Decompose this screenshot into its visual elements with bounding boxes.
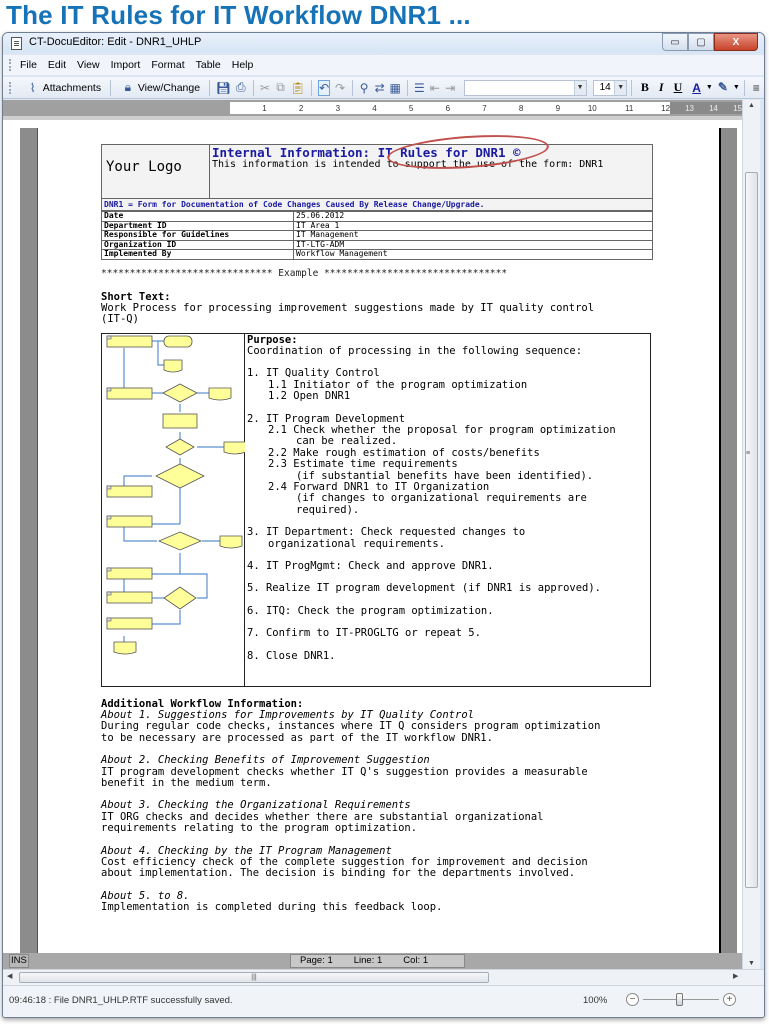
substep: 2.4 Forward DNR1 to IT Organization	[268, 480, 490, 493]
substep: 2.1 Check whether the proposal for program optimization	[268, 423, 616, 436]
scroll-up-icon[interactable]: ▲	[748, 102, 755, 109]
italic-button[interactable]: I	[658, 80, 664, 94]
purpose-intro: Coordination of processing in the following sequence:	[247, 344, 583, 357]
zoom-slider-thumb[interactable]	[676, 993, 683, 1006]
bullet-list-icon[interactable]: ☰	[413, 80, 425, 95]
increase-indent-icon[interactable]: ⇥	[445, 80, 456, 95]
ruler-tick: 12	[661, 103, 671, 113]
paperclip-icon: ⌇	[29, 80, 36, 95]
document-area[interactable]	[3, 120, 742, 953]
menu-bar	[3, 55, 764, 75]
chevron-down-icon[interactable]: ▼	[614, 81, 626, 95]
horizontal-scroll-thumb[interactable]: |||	[19, 972, 489, 983]
ruler-tick: 5	[408, 103, 414, 113]
status-message: 09:46:18 : File DNR1_UHLP.RTF successfully saved.	[9, 995, 233, 1006]
title-bar	[3, 33, 764, 53]
chevron-down-icon[interactable]: ▼	[705, 84, 713, 91]
vertical-scroll-thumb[interactable]	[745, 172, 758, 888]
about-title: About 5. to 8.	[101, 889, 190, 902]
editor-status-bar	[3, 953, 742, 969]
toolbar-grip[interactable]	[9, 82, 12, 94]
step: 1. IT Quality Control	[247, 367, 380, 380]
find-icon[interactable]: ⚲	[359, 80, 369, 95]
document-icon	[11, 37, 22, 50]
about-title: About 2. Checking Benefits of Improvement Suggestion	[101, 754, 430, 767]
lock-icon: 🔒︎	[124, 80, 131, 94]
flowchart-diagram	[102, 334, 245, 686]
close-button[interactable]: X	[714, 33, 758, 51]
font-color-button[interactable]: A	[692, 80, 701, 95]
step: 8. Close DNR1.	[247, 649, 336, 662]
font-name-select[interactable]	[464, 80, 587, 96]
row-label: Responsible for Guidelines	[102, 231, 294, 241]
purpose-section	[245, 334, 650, 686]
form-data-table	[101, 211, 653, 260]
menu-format[interactable]: Format	[151, 59, 185, 71]
additional-title: Additional Workflow Information:	[101, 697, 304, 710]
toolbar-separator	[110, 80, 111, 96]
toolbar-separator	[407, 80, 408, 96]
zoom-level: 100%	[583, 995, 608, 1006]
attachments-label: Attachments	[42, 81, 102, 94]
ruler-tick: 13	[685, 103, 694, 113]
scroll-grip-icon: ≡	[746, 450, 751, 457]
ruler-tick: 1	[262, 103, 267, 113]
row-value: IT Management	[294, 231, 653, 241]
print-icon[interactable]: ⎙	[235, 80, 246, 94]
save-icon[interactable]: 💾︎	[215, 80, 232, 95]
document-page[interactable]	[101, 144, 661, 914]
application-status-bar	[3, 985, 764, 1017]
ruler	[3, 100, 742, 120]
ruler-tick: 10	[587, 103, 597, 113]
substep: 1.1 Initiator of the program optimization	[268, 378, 528, 391]
ruler-margin-area	[670, 102, 742, 114]
page-headline: The IT Rules for IT Workflow DNR1 ...	[6, 0, 471, 30]
example-divider: ****************************** Example ********************************	[101, 267, 508, 279]
ruler-tick: 8	[518, 103, 524, 113]
substep-cont: (if changes to organizational requirements are	[296, 492, 587, 505]
about-text: IT ORG checks and decides whether there are substantial organizational	[101, 810, 544, 823]
ruler-tick: 6	[445, 103, 451, 113]
ruler-tick: 15	[733, 103, 742, 113]
about-text: Implementation is completed during this feedback loop.	[101, 901, 443, 914]
cursor-position	[290, 954, 465, 968]
ruler-tick: 9	[555, 103, 561, 113]
col-indicator: Col: 1	[403, 955, 429, 966]
underline-button[interactable]: U	[673, 80, 683, 94]
toolbar-separator	[209, 80, 210, 96]
logo-placeholder: Your Logo	[102, 145, 210, 199]
about-text: about implementation. The decision is binding for the departments involved.	[101, 867, 576, 880]
scroll-down-icon[interactable]: ▼	[748, 960, 755, 967]
menu-help[interactable]: Help	[231, 59, 254, 71]
toolbar-separator	[631, 80, 632, 96]
maximize-button[interactable]: ▢	[688, 33, 714, 51]
row-label: Implemented By	[102, 250, 294, 260]
substep-cont: (if substantial benefits have been identified).	[296, 469, 594, 482]
row-label: Date	[102, 212, 294, 222]
about-text: benefit in the medium term.	[101, 776, 272, 789]
line-indicator: Line: 1	[353, 955, 383, 966]
row-label: Organization ID	[102, 240, 294, 250]
substep-cont: required).	[296, 503, 360, 516]
toolbar-separator	[311, 80, 312, 96]
about-title: About 4. Checking by the IT Program Management	[101, 844, 392, 857]
ruler-tick: 3	[335, 103, 341, 113]
row-value: IT Area 1	[294, 221, 653, 231]
window-title: CT-DocuEditor: Edit - DNR1_UHLP	[29, 36, 202, 48]
ruler-active-area[interactable]	[230, 102, 670, 114]
additional-info-section	[101, 699, 661, 914]
substep: 2.3 Estimate time requirements	[268, 458, 458, 471]
purpose-title: Purpose:	[247, 333, 298, 346]
attachments-button[interactable]	[20, 78, 104, 98]
cut-icon[interactable]: ✂	[259, 80, 271, 95]
step: 6. ITQ: Check the program optimization.	[247, 604, 494, 617]
bold-button[interactable]: B	[640, 80, 649, 94]
menu-file[interactable]: File	[20, 59, 37, 71]
about-text: to be necessary are processed as part of the IT workflow DNR1.	[101, 731, 493, 744]
ruler-tick: 4	[372, 103, 377, 113]
calendar-icon[interactable]: ▦	[389, 80, 401, 95]
step: 5. Realize IT program development (if DNR1 is approved).	[247, 582, 602, 595]
font-size-value: 14	[599, 81, 611, 93]
editor-window	[2, 32, 765, 1018]
zoom-out-icon[interactable]: −	[626, 993, 639, 1006]
about-text: requirements relating to the program optimization.	[101, 822, 418, 835]
about-text: During regular code checks, instances where IT Q considers program optimization	[101, 720, 601, 733]
table-row	[102, 231, 653, 241]
menu-view[interactable]: View	[77, 59, 100, 71]
row-value: Workflow Management	[294, 250, 653, 260]
info-header-table	[101, 144, 653, 211]
short-text-line: Work Process for processing improvement suggestions made by IT quality control	[101, 301, 595, 314]
ruler-tick: 7	[482, 103, 487, 113]
intro-text: This information is intended to support the use of the form: DNR1	[212, 159, 604, 170]
table-row	[102, 212, 653, 222]
ruler-tick: 14	[709, 103, 718, 113]
decrease-indent-icon[interactable]: ⇤	[429, 80, 440, 95]
short-text-line: (IT-Q)	[101, 312, 139, 325]
undo-icon[interactable]: ↶	[319, 80, 330, 95]
step: 4. IT ProgMgmt: Check and approve DNR1.	[247, 560, 494, 572]
vertical-scrollbar[interactable]	[742, 100, 760, 969]
redo-icon[interactable]: ↷	[334, 80, 345, 95]
menu-import[interactable]: Import	[110, 59, 141, 71]
about-title: About 1. Suggestions for Improvements by IT Quality Control	[101, 708, 474, 721]
ruler-tick: 11	[625, 103, 634, 113]
substep: 1.2 Open DNR1	[268, 390, 351, 403]
toolbar	[3, 77, 764, 99]
flowchart-svg	[102, 334, 245, 688]
page-indicator: Page: 1	[300, 955, 333, 966]
scroll-right-icon[interactable]: ▶	[733, 973, 739, 980]
step: 3. IT Department: Check requested changes to	[247, 526, 526, 539]
view-change-label: View/Change	[137, 81, 201, 94]
zoom-in-icon[interactable]: +	[723, 993, 736, 1006]
table-row	[102, 250, 653, 260]
substep: 2.2 Make rough estimation of costs/benefits	[268, 446, 540, 459]
menu-table[interactable]: Table	[195, 59, 221, 71]
replace-icon[interactable]: ⇄	[374, 80, 385, 95]
toolbar-separator	[744, 80, 745, 96]
copy-icon[interactable]: ⧉	[276, 80, 285, 94]
page-margin-left	[20, 128, 38, 953]
intro-title: Internal Information: IT Rules for DNR1 ©	[212, 145, 521, 160]
toolbar-separator	[352, 80, 353, 96]
about-text: Cost efficiency check of the complete suggestion for improvement and decision	[101, 855, 588, 868]
align-left-icon[interactable]: ≡	[752, 80, 760, 95]
row-label: Department ID	[102, 221, 294, 231]
step: 7. Confirm to IT-PROGLTG or repeat 5.	[247, 627, 481, 640]
about-text: IT program development checks whether IT Q's suggestion provides a measurable	[101, 765, 588, 778]
workflow-table	[101, 333, 651, 687]
scroll-left-icon[interactable]: ◀	[7, 973, 13, 980]
step: 2. IT Program Development	[247, 412, 406, 425]
ruler-tick: 2	[298, 103, 304, 113]
paste-icon[interactable]: 📋︎	[290, 80, 306, 95]
short-text-title: Short Text:	[101, 290, 171, 303]
chevron-down-icon[interactable]: ▼	[574, 81, 586, 95]
row-value: 25.06.2012	[294, 212, 653, 222]
form-title: DNR1 = Form for Documentation of Code Changes Caused By Release Change/Upgrade.	[102, 199, 653, 211]
view-change-button[interactable]	[115, 78, 203, 98]
highlight-button[interactable]: ✎	[717, 80, 728, 94]
minimize-button[interactable]: ▭	[662, 33, 688, 51]
page-margin-right	[719, 128, 737, 953]
about-title: About 3. Checking the Organizational Requirements	[101, 799, 411, 812]
step-cont: organizational requirements.	[268, 537, 446, 550]
menu-edit[interactable]: Edit	[47, 59, 67, 71]
font-size-select[interactable]	[593, 80, 628, 96]
toolbar-separator	[253, 80, 254, 96]
substep-cont: can be realized.	[296, 435, 398, 448]
insert-mode-indicator[interactable]: INS	[9, 954, 29, 968]
row-value: IT-LTG-ADM	[294, 240, 653, 250]
horizontal-scrollbar[interactable]	[3, 969, 764, 985]
toolbar-grip[interactable]	[9, 59, 12, 71]
chevron-down-icon[interactable]: ▼	[732, 84, 740, 91]
